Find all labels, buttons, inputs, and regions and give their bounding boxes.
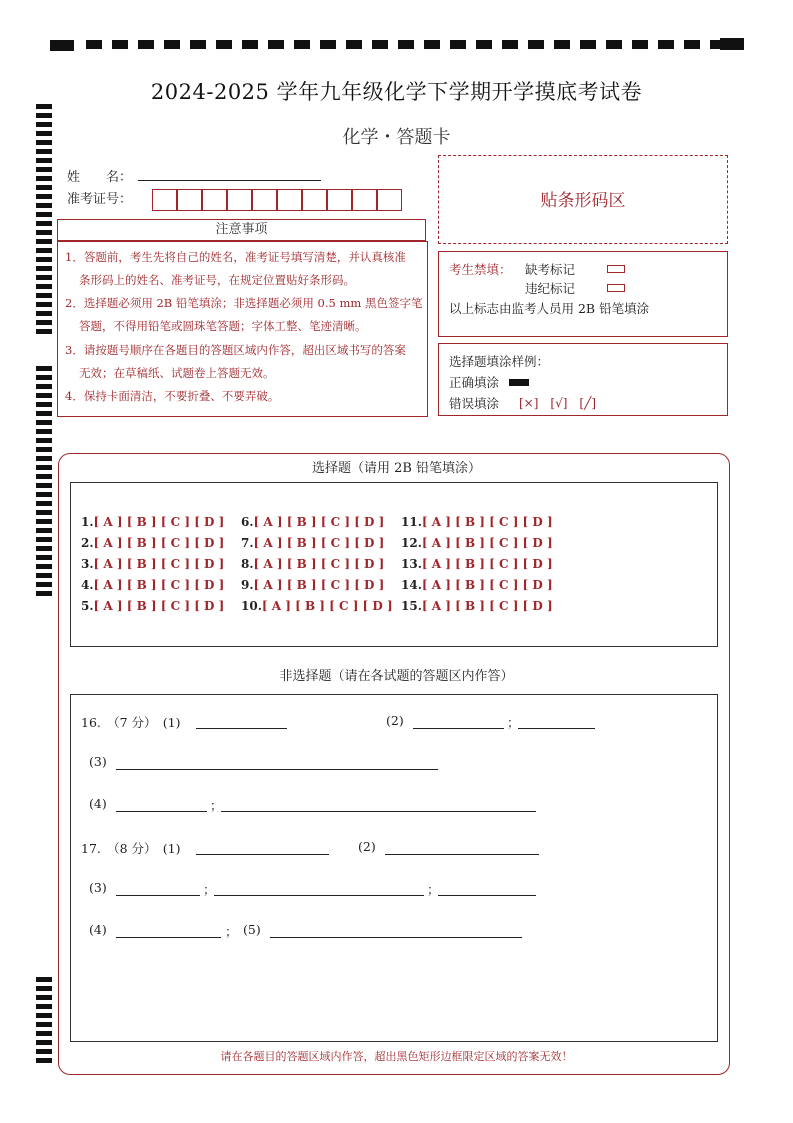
name-field[interactable] — [138, 180, 321, 181]
absent-mark-box[interactable] — [607, 265, 625, 273]
q17-4-separator: ； — [225, 924, 238, 939]
choice-question-3[interactable]: 3.[ A ] [ B ] [ C ] [ D ] — [81, 557, 225, 571]
q16-2-separator: ； — [507, 715, 520, 730]
q16-2a-answer-line[interactable] — [413, 728, 504, 729]
q16-1-answer-line[interactable] — [196, 728, 287, 729]
choice-question-5[interactable]: 5.[ A ] [ B ] [ C ] [ D ] — [81, 599, 225, 613]
q16-2b-answer-line[interactable] — [518, 728, 595, 729]
forbid-label: 考生禁填： — [449, 262, 512, 277]
choice-question-7[interactable]: 7.[ A ] [ B ] [ C ] [ D ] — [241, 536, 385, 550]
notice-box — [57, 241, 428, 417]
q16-2-label: (2) — [386, 713, 404, 728]
name-label: 姓 名： — [67, 170, 133, 185]
choice-question-10[interactable]: 10.[ A ] [ B ] [ C ] [ D ] — [241, 599, 393, 613]
notice-item: 1．答题前，考生先将自己的姓名，准考证号填写清楚，并认真核准 — [65, 250, 406, 264]
page-title: 2024-2025 学年九年级化学下学期开学摸底考试卷 — [150, 80, 643, 104]
forbid-note: 以上标志由监考人员用 2B 铅笔填涂 — [449, 301, 650, 316]
choice-section-title: 选择题（请用 2B 铅笔填涂） — [311, 461, 482, 476]
q17-1-answer-line[interactable] — [196, 854, 329, 855]
correct-fill-label: 正确填涂 — [449, 375, 500, 390]
choice-question-6[interactable]: 6.[ A ] [ B ] [ C ] [ D ] — [241, 515, 385, 529]
q16-4a-answer-line[interactable] — [116, 811, 207, 812]
q17-3a-answer-line[interactable] — [116, 895, 200, 896]
q16-3-label: (3) — [89, 754, 107, 769]
nonchoice-answer-box — [70, 694, 718, 1042]
examiner-marks-box — [438, 251, 728, 337]
notice-item: 无效；在草稿纸、试题卷上答题无效。 — [79, 366, 275, 380]
q17-3-separator-2: ； — [427, 882, 440, 897]
choice-question-4[interactable]: 4.[ A ] [ B ] [ C ] [ D ] — [81, 578, 225, 592]
barcode-label: 贴条形码区 — [540, 191, 626, 211]
q17-3c-answer-line[interactable] — [438, 895, 536, 896]
choice-question-8[interactable]: 8.[ A ] [ B ] [ C ] [ D ] — [241, 557, 385, 571]
q17-2-answer-line[interactable] — [385, 854, 539, 855]
q17-3-separator-1: ； — [203, 882, 216, 897]
choice-question-14[interactable]: 14.[ A ] [ B ] [ C ] [ D ] — [401, 578, 553, 592]
q17-4-label: (4) — [89, 922, 107, 937]
footer-warning: 请在各题目的答题区域内作答，超出黑色矩形边框限定区域的答案无效！ — [220, 1050, 573, 1063]
fill-example-label: 选择题填涂样例： — [449, 354, 550, 369]
q16-4-label: (4) — [89, 796, 107, 811]
notice-item: 答题，不得用铅笔或圆珠笔答题；字体工整、笔迹清晰。 — [79, 319, 367, 333]
notice-heading: 注意事项 — [57, 219, 426, 241]
q16-4b-answer-line[interactable] — [221, 811, 536, 812]
id-label: 准考证号： — [67, 192, 133, 207]
wrong-fill-samples: [×] [√] [╱] — [519, 396, 597, 410]
nonchoice-section-title: 非选择题（请在各试题的答题区内作答） — [279, 669, 514, 684]
q17-5-label: (5) — [243, 922, 261, 937]
notice-item: 条形码上的姓名、准考证号，在规定位置贴好条形码。 — [79, 273, 355, 287]
choice-question-9[interactable]: 9.[ A ] [ B ] [ C ] [ D ] — [241, 578, 385, 592]
q17-5-answer-line[interactable] — [270, 937, 522, 938]
q16-header: 16. （7 分） (1) — [81, 715, 181, 730]
q17-4-answer-line[interactable] — [116, 937, 221, 938]
page-subtitle: 化学・答题卡 — [342, 127, 451, 148]
barcode-area — [438, 155, 728, 244]
q16-4-separator: ； — [210, 798, 223, 813]
absent-mark-label: 缺考标记 — [525, 262, 576, 277]
q17-3b-answer-line[interactable] — [214, 895, 424, 896]
notice-item: 2．选择题必须用 2B 铅笔填涂；非选择题必须用 0.5 mm 黑色签字笔 — [65, 296, 423, 310]
choice-question-12[interactable]: 12.[ A ] [ B ] [ C ] [ D ] — [401, 536, 553, 550]
choice-question-2[interactable]: 2.[ A ] [ B ] [ C ] [ D ] — [81, 536, 225, 550]
q17-3-label: (3) — [89, 880, 107, 895]
correct-fill-sample — [509, 379, 529, 386]
notice-item: 3．请按题号顺序在各题目的答题区域内作答，超出区域书写的答案 — [65, 343, 406, 357]
q17-header: 17. （8 分） (1) — [81, 841, 181, 856]
choice-question-13[interactable]: 13.[ A ] [ B ] [ C ] [ D ] — [401, 557, 553, 571]
notice-item: 4．保持卡面清洁，不要折叠、不要弄破。 — [65, 389, 280, 403]
choice-question-1[interactable]: 1.[ A ] [ B ] [ C ] [ D ] — [81, 515, 225, 529]
fill-example-box — [438, 343, 728, 416]
violation-mark-label: 违纪标记 — [525, 281, 576, 296]
violation-mark-box[interactable] — [607, 284, 625, 292]
wrong-fill-label: 错误填涂 — [449, 396, 500, 411]
q17-2-label: (2) — [358, 839, 376, 854]
q16-3-answer-line[interactable] — [116, 769, 438, 770]
choice-question-15[interactable]: 15.[ A ] [ B ] [ C ] [ D ] — [401, 599, 553, 613]
choice-question-11[interactable]: 11.[ A ] [ B ] [ C ] [ D ] — [401, 515, 553, 529]
